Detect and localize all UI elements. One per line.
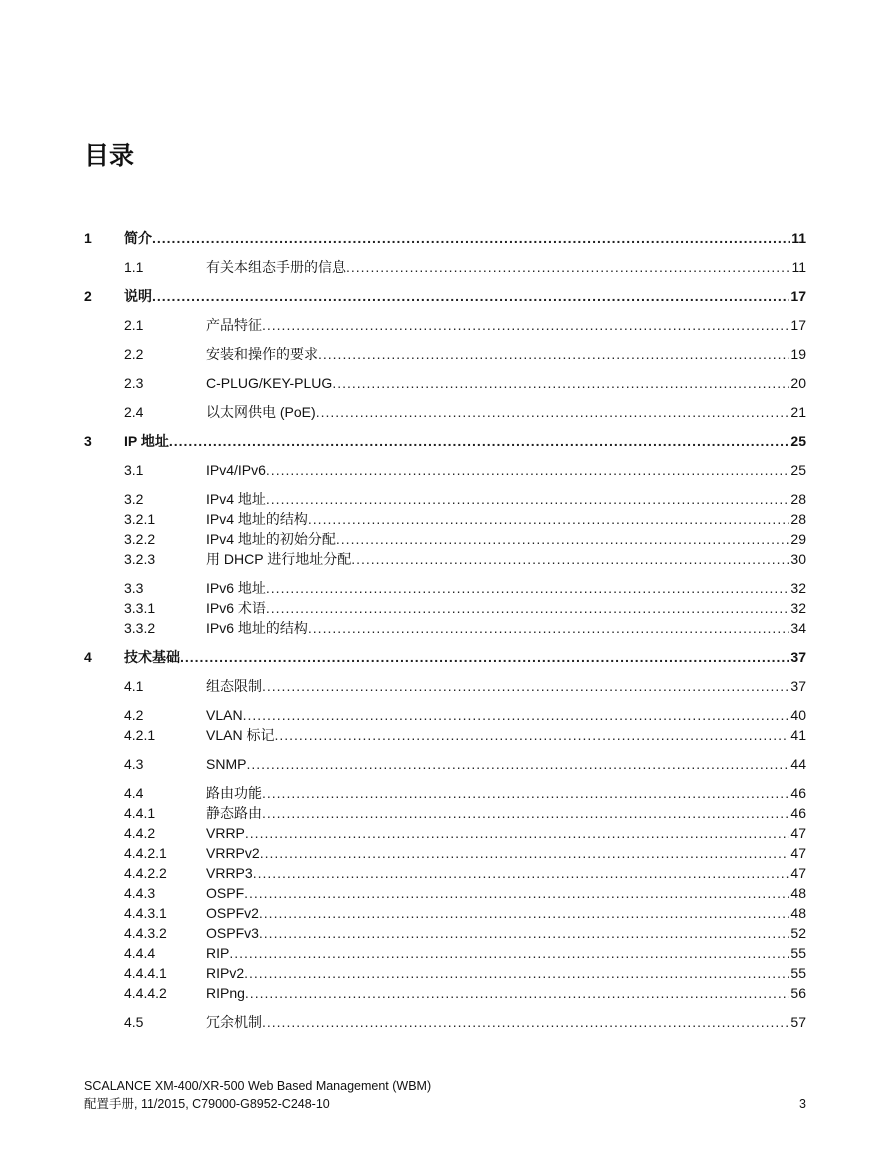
toc-section-entry[interactable] xyxy=(84,725,806,745)
toc-entry-number: 4.4.3.1 xyxy=(124,905,167,921)
toc-section-entry[interactable] xyxy=(84,923,806,943)
toc-chapter-entry[interactable] xyxy=(84,431,806,451)
toc-entry-line xyxy=(206,843,806,863)
toc-entry-page: 21 xyxy=(790,404,806,420)
toc-entry-title: 路由功能 xyxy=(206,785,262,801)
toc-entry-line xyxy=(206,676,806,696)
toc-section-entry[interactable] xyxy=(84,402,806,422)
toc-entry-title: 有关本组态手册的信息 xyxy=(206,259,346,275)
toc-entry-line xyxy=(206,598,806,618)
toc-entry-line xyxy=(124,647,806,667)
toc-entry-title: C-PLUG/KEY-PLUG xyxy=(206,375,333,391)
toc-section-entry[interactable] xyxy=(84,843,806,863)
toc-entry-title: IPv6 术语 xyxy=(206,600,266,616)
toc-entry-number: 1.1 xyxy=(124,259,144,275)
toc-entry-title: IPv4 地址 xyxy=(206,491,266,507)
toc-entry-page: 19 xyxy=(790,346,806,362)
toc-section-entry[interactable] xyxy=(84,963,806,983)
toc-section-entry[interactable] xyxy=(84,373,806,393)
toc-entry-number: 4.4.4.2 xyxy=(124,985,167,1001)
toc-entry-line xyxy=(206,983,806,1003)
toc-dot-leader xyxy=(253,863,790,883)
toc-entry-page: 52 xyxy=(790,925,806,941)
toc-section-entry[interactable] xyxy=(84,618,806,638)
toc-entry-page: 28 xyxy=(790,511,806,527)
toc-entry-page: 25 xyxy=(790,462,806,478)
toc-entry-line xyxy=(206,315,806,335)
toc-dot-leader xyxy=(244,883,789,903)
toc-entry-page: 55 xyxy=(790,965,806,981)
toc-entry-number: 3 xyxy=(84,433,92,449)
toc-section-entry[interactable] xyxy=(84,983,806,1003)
toc-section-entry[interactable] xyxy=(84,529,806,549)
toc-entry-title: OSPFv3 xyxy=(206,925,259,941)
toc-entry-page: 11 xyxy=(791,259,806,275)
toc-entry-title: 简介 xyxy=(124,230,152,246)
toc-section-entry[interactable] xyxy=(84,549,806,569)
toc-entry-number: 4.5 xyxy=(124,1014,144,1030)
toc-entry-number: 4.3 xyxy=(124,756,144,772)
toc-section-entry[interactable] xyxy=(84,509,806,529)
toc-entry-number: 3.3.2 xyxy=(124,620,156,636)
toc-dot-leader xyxy=(266,489,790,509)
toc-dot-leader xyxy=(266,460,790,480)
toc-entry-line xyxy=(206,460,806,480)
toc-dot-leader xyxy=(243,705,790,725)
toc-entry-title: 技术基础 xyxy=(124,649,180,665)
toc-section-entry[interactable] xyxy=(84,803,806,823)
toc-entry-title: VRRP3 xyxy=(206,865,253,881)
toc-entry-page: 44 xyxy=(790,756,806,772)
toc-entry-number: 3.3 xyxy=(124,580,144,596)
toc-dot-leader xyxy=(274,725,789,745)
toc-entry-number: 4.2 xyxy=(124,707,144,723)
toc-entry-page: 40 xyxy=(790,707,806,723)
toc-entry-page: 25 xyxy=(790,433,806,449)
toc-entry-line xyxy=(206,863,806,883)
toc-section-entry[interactable] xyxy=(84,676,806,696)
toc-dot-leader xyxy=(262,1012,789,1032)
toc-dot-leader xyxy=(260,843,790,863)
toc-entry-title: 冗余机制 xyxy=(206,1014,262,1030)
toc-entry-number: 4.2.1 xyxy=(124,727,156,743)
toc-section-entry[interactable] xyxy=(84,903,806,923)
footer-manual-info: 配置手册, 11/2015, C79000-G8952-C248-10 xyxy=(84,1097,330,1111)
toc-entry-title: IPv4 地址的初始分配 xyxy=(206,531,336,547)
toc-entry-number: 4.4.1 xyxy=(124,805,156,821)
toc-entry-page: 11 xyxy=(791,230,806,246)
toc-entry-title: VRRP xyxy=(206,825,245,841)
toc-entry-page: 41 xyxy=(790,727,806,743)
toc-dot-leader xyxy=(308,509,790,529)
toc-entry-line xyxy=(206,883,806,903)
toc-entry-number: 3.2 xyxy=(124,491,144,507)
toc-entry-line xyxy=(124,286,806,306)
toc-entry-page: 48 xyxy=(790,885,806,901)
toc-section-entry[interactable] xyxy=(84,705,806,725)
toc-entry-title: IPv6 地址 xyxy=(206,580,266,596)
toc-entry-page: 47 xyxy=(790,845,806,861)
toc-entry-page: 37 xyxy=(790,649,806,665)
toc-entry-page: 34 xyxy=(790,620,806,636)
footer-page-number: 3 xyxy=(799,1097,806,1111)
toc-entry-number: 4.4.3.2 xyxy=(124,925,167,941)
toc-entry-page: 46 xyxy=(790,785,806,801)
toc-entry-number: 3.1 xyxy=(124,462,144,478)
toc-chapter-entry[interactable] xyxy=(84,286,806,306)
toc-entry-number: 3.2.3 xyxy=(124,551,156,567)
toc-dot-leader xyxy=(245,823,790,843)
toc-entry-number: 4.4.2.1 xyxy=(124,845,167,861)
toc-dot-leader xyxy=(351,549,789,569)
toc-entry-page: 30 xyxy=(790,551,806,567)
toc-entry-line xyxy=(206,618,806,638)
toc-entry-line xyxy=(206,903,806,923)
toc-entry-title: 说明 xyxy=(124,288,152,304)
toc-entry-line xyxy=(206,257,806,277)
toc-entry-number: 4.4.3 xyxy=(124,885,156,901)
toc-entry-line xyxy=(206,943,806,963)
toc-entry-line xyxy=(206,1012,806,1032)
toc-entry-number: 4.4.2.2 xyxy=(124,865,167,881)
toc-section-entry[interactable] xyxy=(84,598,806,618)
toc-dot-leader xyxy=(262,315,789,335)
toc-dot-leader xyxy=(245,983,790,1003)
page-title: 目录 xyxy=(84,141,135,170)
toc-entry-page: 55 xyxy=(790,945,806,961)
toc-dot-leader xyxy=(316,402,790,422)
toc-section-entry[interactable] xyxy=(84,489,806,509)
footer-document-title: SCALANCE XM-400/XR-500 Web Based Management (WBM) xyxy=(84,1079,432,1093)
toc-dot-leader xyxy=(308,618,790,638)
toc-dot-leader xyxy=(262,676,789,696)
toc-dot-leader xyxy=(152,228,790,248)
toc-entry-page: 57 xyxy=(790,1014,806,1030)
toc-entry-title: 以太网供电 (PoE) xyxy=(206,404,316,420)
toc-entry-line xyxy=(206,783,806,803)
toc-entry-title: SNMP xyxy=(206,756,247,772)
toc-entry-title: RIPv2 xyxy=(206,965,245,981)
toc-entry-line xyxy=(206,963,806,983)
toc-entry-number: 4.4.2 xyxy=(124,825,156,841)
toc-entry-page: 32 xyxy=(790,600,806,616)
toc-entry-number: 2.1 xyxy=(124,317,144,333)
toc-dot-leader xyxy=(229,943,789,963)
toc-section-entry[interactable] xyxy=(84,460,806,480)
toc-entry-title: IPv6 地址的结构 xyxy=(206,620,308,636)
toc-entry-line xyxy=(206,509,806,529)
toc-dot-leader xyxy=(259,923,790,943)
toc-entry-title: OSPFv2 xyxy=(206,905,259,921)
table-of-contents xyxy=(84,228,806,1032)
toc-entry-line xyxy=(206,923,806,943)
toc-entry-number: 4.4 xyxy=(124,785,144,801)
toc-entry-title: IPv4 地址的结构 xyxy=(206,511,308,527)
toc-entry-title: VLAN xyxy=(206,707,243,723)
toc-entry-title: VRRPv2 xyxy=(206,845,260,861)
toc-dot-leader xyxy=(169,431,790,451)
toc-entry-line xyxy=(124,228,806,248)
toc-entry-page: 56 xyxy=(790,985,806,1001)
toc-entry-title: OSPF xyxy=(206,885,245,901)
toc-entry-line xyxy=(206,489,806,509)
toc-entry-number: 2.3 xyxy=(124,375,144,391)
toc-dot-leader xyxy=(262,803,789,823)
toc-entry-title: 组态限制 xyxy=(206,678,262,694)
toc-entry-line xyxy=(206,373,806,393)
toc-dot-leader xyxy=(152,286,789,306)
toc-entry-number: 2 xyxy=(84,288,92,304)
toc-entry-title: RIP xyxy=(206,945,230,961)
toc-dot-leader xyxy=(259,903,790,923)
toc-entry-line xyxy=(206,725,806,745)
toc-dot-leader xyxy=(318,344,789,364)
toc-section-entry[interactable] xyxy=(84,863,806,883)
toc-entry-title: VLAN 标记 xyxy=(206,727,275,743)
toc-entry-page: 32 xyxy=(790,580,806,596)
toc-section-entry[interactable] xyxy=(84,883,806,903)
toc-section-entry[interactable] xyxy=(84,578,806,598)
toc-entry-number: 3.2.1 xyxy=(124,511,156,527)
page-footer xyxy=(84,1077,806,1113)
toc-entry-title: IP 地址 xyxy=(124,433,169,449)
toc-dot-leader xyxy=(246,754,789,774)
toc-entry-line xyxy=(206,705,806,725)
toc-section-entry[interactable] xyxy=(84,257,806,277)
toc-entry-page: 28 xyxy=(790,491,806,507)
toc-section-entry[interactable] xyxy=(84,315,806,335)
toc-entry-line xyxy=(206,344,806,364)
toc-entry-number: 4.4.4 xyxy=(124,945,156,961)
toc-entry-page: 37 xyxy=(790,678,806,694)
toc-section-entry[interactable] xyxy=(84,823,806,843)
toc-entry-title: RIPng xyxy=(206,985,245,1001)
toc-entry-line xyxy=(206,529,806,549)
toc-entry-page: 17 xyxy=(790,288,806,304)
toc-entry-title: IPv4/IPv6 xyxy=(206,462,266,478)
toc-entry-title: 静态路由 xyxy=(206,805,262,821)
toc-dot-leader xyxy=(180,647,789,667)
toc-entry-number: 3.2.2 xyxy=(124,531,156,547)
toc-entry-title: 用 DHCP 进行地址分配 xyxy=(206,551,352,567)
toc-entry-page: 17 xyxy=(790,317,806,333)
toc-entry-line xyxy=(206,754,806,774)
toc-chapter-entry[interactable] xyxy=(84,647,806,667)
toc-entry-page: 20 xyxy=(790,375,806,391)
toc-chapter-entry[interactable] xyxy=(84,228,806,248)
toc-entry-page: 48 xyxy=(790,905,806,921)
toc-dot-leader xyxy=(262,783,789,803)
toc-entry-line xyxy=(206,823,806,843)
toc-entry-title: 产品特征 xyxy=(206,317,262,333)
toc-entry-number: 4 xyxy=(84,649,92,665)
toc-entry-line xyxy=(206,803,806,823)
toc-entry-number: 2.4 xyxy=(124,404,144,420)
toc-section-entry[interactable] xyxy=(84,344,806,364)
toc-section-entry[interactable] xyxy=(84,783,806,803)
toc-dot-leader xyxy=(332,373,789,393)
toc-entry-page: 47 xyxy=(790,825,806,841)
toc-entry-number: 4.1 xyxy=(124,678,144,694)
toc-entry-page: 29 xyxy=(790,531,806,547)
toc-entry-number: 1 xyxy=(84,230,92,246)
toc-dot-leader xyxy=(244,963,789,983)
toc-entry-title: 安装和操作的要求 xyxy=(206,346,318,362)
toc-entry-number: 2.2 xyxy=(124,346,144,362)
toc-dot-leader xyxy=(346,257,790,277)
toc-entry-page: 47 xyxy=(790,865,806,881)
toc-entry-line xyxy=(206,578,806,598)
toc-entry-number: 4.4.4.1 xyxy=(124,965,167,981)
toc-section-entry[interactable] xyxy=(84,1012,806,1032)
toc-dot-leader xyxy=(266,578,790,598)
toc-entry-line xyxy=(206,402,806,422)
toc-dot-leader xyxy=(336,529,790,549)
toc-entry-line xyxy=(124,431,806,451)
toc-section-entry[interactable] xyxy=(84,943,806,963)
toc-section-entry[interactable] xyxy=(84,754,806,774)
toc-entry-number: 3.3.1 xyxy=(124,600,156,616)
toc-dot-leader xyxy=(266,598,790,618)
toc-entry-line xyxy=(206,549,806,569)
toc-entry-page: 46 xyxy=(790,805,806,821)
